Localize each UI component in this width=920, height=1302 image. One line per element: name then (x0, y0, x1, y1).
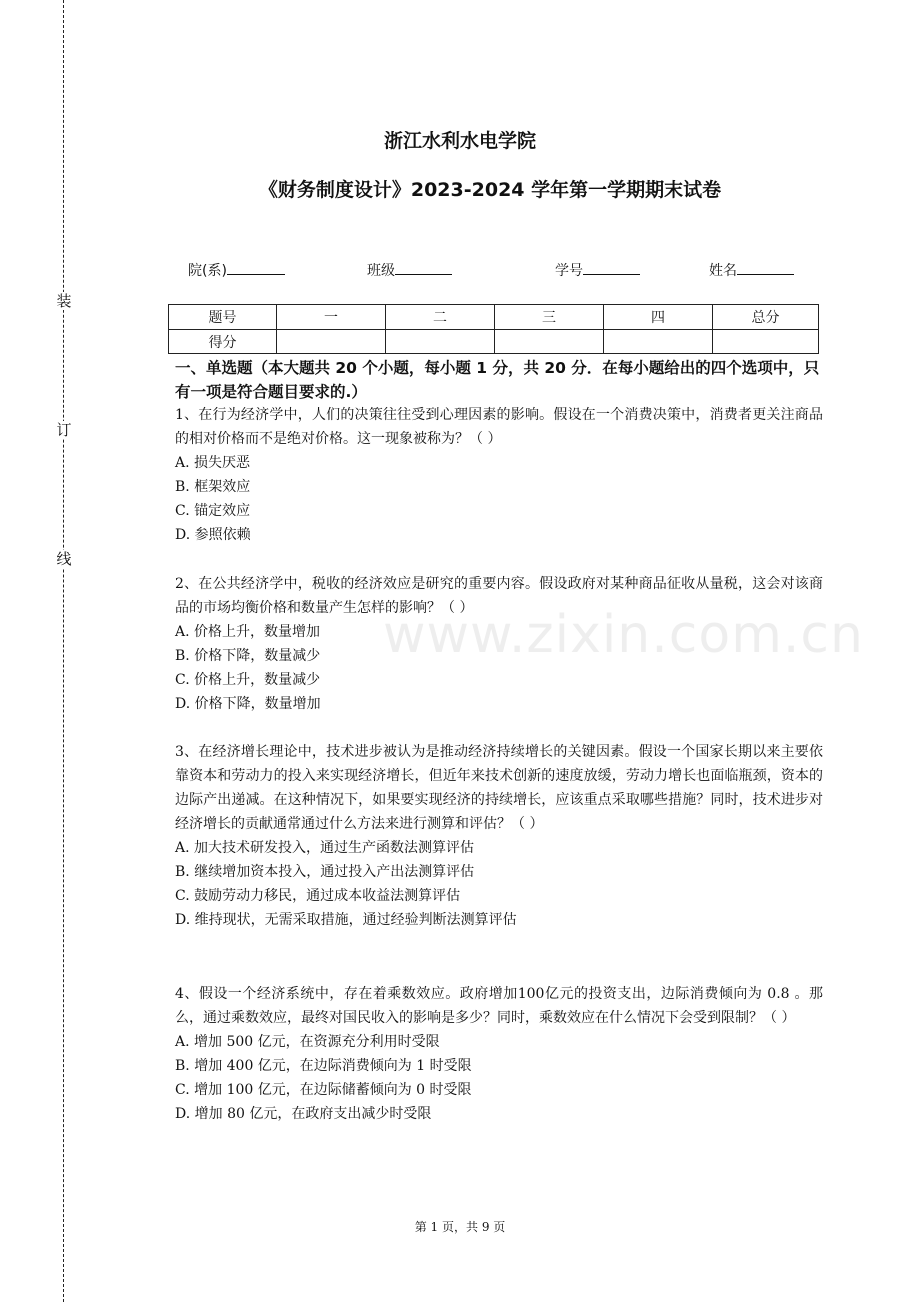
score-header-cell: 一 (277, 305, 386, 330)
student-id-label: 学号 (555, 263, 583, 279)
department-blank[interactable] (227, 260, 285, 275)
score-cell[interactable] (604, 330, 713, 354)
page-footer: 第 1 页，共 9 页 (414, 1220, 506, 1234)
watermark: www.zixin.com.cn (383, 605, 864, 665)
section-heading: 一、单选题（本大题共 20 个小题，每小题 1 分，共 20 分．在每小题给出的四个选项中，只有一项是符合题目要求的.） (175, 359, 820, 401)
score-cell[interactable] (495, 330, 604, 354)
option-b: B. 框架效应 (175, 479, 251, 495)
score-header-cell: 四 (604, 305, 713, 330)
option-c: C. 增加 100 亿元，在边际储蓄倾向为 0 时受限 (175, 1082, 472, 1098)
school-name: 浙江水利水电学院 (383, 130, 536, 152)
score-cell[interactable] (386, 330, 495, 354)
option-d: D. 参照依赖 (175, 527, 251, 543)
option-b: B. 增加 400 亿元，在边际消费倾向为 1 时受限 (175, 1058, 472, 1074)
score-header-cell: 二 (386, 305, 495, 330)
question-stem: 4、假设一个经济系统中，存在着乘数效应。政府增加100亿元的投资支出，边际消费倾向为 0.8 。那么，通过乘数效应，最终对国民收入的影响是多少？同时，乘数效应在什么情况下会受到限制？（ ） (175, 986, 823, 1026)
class-blank[interactable] (395, 260, 452, 275)
question-2 (175, 572, 823, 716)
binding-char-xian: 线 (56, 550, 72, 568)
class-label: 班级 (367, 263, 395, 279)
student-id-blank[interactable] (583, 260, 640, 275)
binding-char-ding: 订 (56, 421, 72, 439)
option-c: C. 鼓励劳动力移民，通过成本收益法测算评估 (175, 888, 461, 904)
score-header-cell: 总分 (713, 305, 819, 330)
exam-title: 《财务制度设计》2023-2024 学年第一学期期末试卷 (258, 179, 722, 201)
score-cell[interactable] (713, 330, 819, 354)
question-3 (175, 740, 823, 932)
option-c: C. 锚定效应 (175, 503, 251, 519)
score-cell[interactable] (277, 330, 386, 354)
name-label: 姓名 (709, 263, 737, 279)
score-row-label: 得分 (169, 330, 277, 354)
question-1 (175, 403, 823, 547)
option-c: C. 价格上升，数量减少 (175, 672, 321, 688)
department-field (188, 260, 285, 280)
class-field (367, 260, 452, 280)
name-blank[interactable] (737, 260, 794, 275)
option-b: B. 价格下降，数量减少 (175, 648, 321, 664)
score-table-score-row (169, 330, 819, 354)
option-d: D. 增加 80 亿元，在政府支出减少时受限 (175, 1106, 432, 1122)
option-a: A. 损失厌恶 (175, 455, 251, 471)
question-stem: 3、在经济增长理论中，技术进步被认为是推动经济持续增长的关键因素。假设一个国家长期以来主要依靠资本和劳动力的投入来实现经济增长，但近年来技术创新的速度放缓，劳动力增长也面临瓶颈，资本的边际产出递减。在这种情况下，如果要实现经济的持续增长，应该重点采取哪些措施？同时，技术进步对经济增长的贡献通常通过什么方法来进行测算和评估？（ ） (175, 744, 823, 832)
score-table-header-row (169, 305, 819, 330)
binding-char-zhuang: 装 (56, 292, 72, 310)
score-table (168, 304, 819, 354)
question-stem: 2、在公共经济学中，税收的经济效应是研究的重要内容。假设政府对某种商品征收从量税，这会对该商品的市场均衡价格和数量产生怎样的影响？（ ） (175, 576, 823, 616)
option-d: D. 维持现状，无需采取措施，通过经验判断法测算评估 (175, 912, 517, 928)
score-header-cell: 三 (495, 305, 604, 330)
score-header-cell: 题号 (169, 305, 277, 330)
option-a: A. 增加 500 亿元，在资源充分利用时受限 (175, 1034, 440, 1050)
option-b: B. 继续增加资本投入，通过投入产出法测算评估 (175, 864, 475, 880)
student-id-field (555, 260, 640, 280)
department-label: 院(系) (188, 263, 227, 279)
name-field (709, 260, 794, 280)
question-stem: 1、在行为经济学中，人们的决策往往受到心理因素的影响。假设在一个消费决策中，消费者更关注商品的相对价格而不是绝对价格。这一现象被称为？（ ） (175, 407, 823, 447)
option-a: A. 加大技术研发投入，通过生产函数法测算评估 (175, 840, 475, 856)
question-4 (175, 982, 823, 1126)
option-d: D. 价格下降，数量增加 (175, 696, 321, 712)
option-a: A. 价格上升，数量增加 (175, 624, 321, 640)
